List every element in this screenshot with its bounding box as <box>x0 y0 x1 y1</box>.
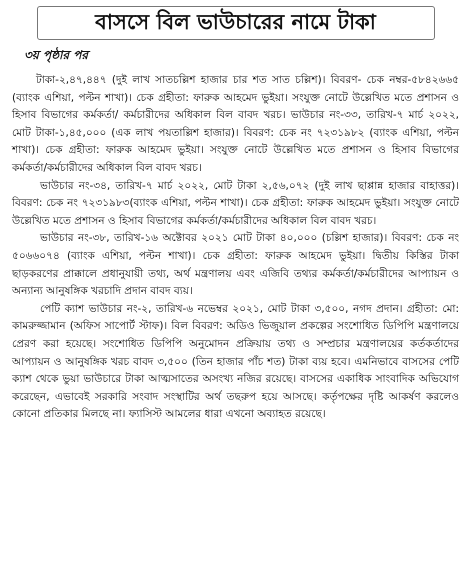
headline-box <box>37 6 435 40</box>
article-body <box>12 72 459 424</box>
article-paragraph: ভাউচার নং-৩৪, তারিখ-৭ মার্চ ২০২২, মোট টাকা ২,৫৬,০৭২ (দুই লাখ ছাপ্পান্ন হাজার বাহাত্তর)। বিবরণ: চেক নং ৭২৩১৯৮৩(ব্যাংক এশিয়া, পল্টন শাখা)। চেক গ্রহীতা: ফারুক আহমেদ ভুইয়া। সংযুক্ত নোটে উল্লেখিত মতে প্রশাসন ও হিসাব বিভাগের কর্মকর্তা/কর্মচারীদের অধিকাল বিল বাবদ খরচ। <box>12 179 459 227</box>
article-paragraph: টাকা-২,৪৭,৪৪৭ (দুই লাখ সাতচল্লিশ হাজার চার শত সাত চল্লিশ)। বিবরণ- চেক নম্বর-৫৮৪২৬৬৫ (ব্যাংক এশিয়া, পল্টন শাখা)। চেক গ্রহীতা: ফারুক আহমেদ ভুইয়া। সংযুক্ত নোটে উল্লেখিত মতে প্রশাসন ও হিসাব বিভাগের কর্মকর্তা/ কর্মচারীদের অধিকাল বিল বাবদ খরচ। ভাউচার নং-৩৩, তারিখ-৭ মার্চ ২০২২, মোট টাকা-১,৪৫,০০০ (এক লাখ পয়তাল্লিশ হাজার)। বিবরণ: চেক নং ৭২৩১৯৮২ (ব্যাংক এশিয়া, পল্টন শাখা)। চেক গ্রহীতা: ফারুক আহমেদ ভুইয়া। সংযুক্ত নোটে উল্লেখিত মতে প্রশাসন ও হিসাব বিভাগের কর্মকর্তা/কর্মচারীদের অধিকাল বিল বাবদ খরচ। <box>12 74 459 174</box>
headline: বাসসে বিল ভাউচারের নামে টাকা <box>95 10 376 34</box>
article-paragraph: পেটি ক্যাশ ভাউচার নং-২, তারিখ-৬ নভেম্বর ২০২১, মোট টাকা ৩,৫০০, নগদ প্রদান। গ্রহীতা: মো: কামরুজ্জামান (অফিস সাপোর্ট স্টাফ)। বিল বিবরণ: অডিও ভিজুয়াল প্রকল্পের সংশোধিত ডিপিপি মন্ত্রণালয়ে প্রেরণ করা হয়েছে। সংশোধিত ডিপিপি অনুমোদন প্রক্রিয়ায় তথ্য ও সম্প্রচার মন্ত্রণালয়ের কর্তকর্তাদের আপ্যায়ন ও আনুষঙ্গিক খরচ বাবদ ৩,৫০০ (তিন হাজার পাঁচ শত) টাকা ব্যয় হবে। এমনিভাবে বাসসের পেটি ক্যাশ থেকে ভুয়া ভাউচারে টাকা আত্মসাতের অসংখ্য নজির রয়েছে। বাসসের একাধিক সাংবাদিক অভিযোগ করেছেন, এভাবেই সরকারি সংবাদ সংস্থাটির অর্থ তছরুপ হয়ে আসছে। কর্তৃপক্ষের দৃষ্টি আকর্ষণ করলেও কোনো প্রতিকার মিলছে না। ফ্যাসিস্ট আমলের ধারা এখনো অব্যাহত রয়েছে। <box>12 302 459 421</box>
article-paragraph: ভাউচার নং-৩৮, তারিখ-১৬ অক্টোবর ২০২১ মোট টাকা ৪০,০০০ (চল্লিশ হাজার)। বিবরণ: চেক নং ৫০৬৬০৭৪ (ব্যাংক এশিয়া, পল্টন শাখা)। চেক গ্রহীতা: ফারুক আহমেদ ভুইয়া। দ্বিতীয় কিস্তির টাকা ছাড়করণের প্রাক্কালে প্রধানুযায়ী তথ্য, অর্থ মন্ত্রণালয় এবং এজিবি তথ্যর কর্মকর্তা/কর্মচারীদের আপ্যায়ন ও অন্যান্য আনুষঙ্গিক খরচাদি প্রদান বাবদ ব্যয়। <box>12 232 459 298</box>
continued-from-label: ৩য় পৃষ্ঠার পর <box>24 48 89 62</box>
